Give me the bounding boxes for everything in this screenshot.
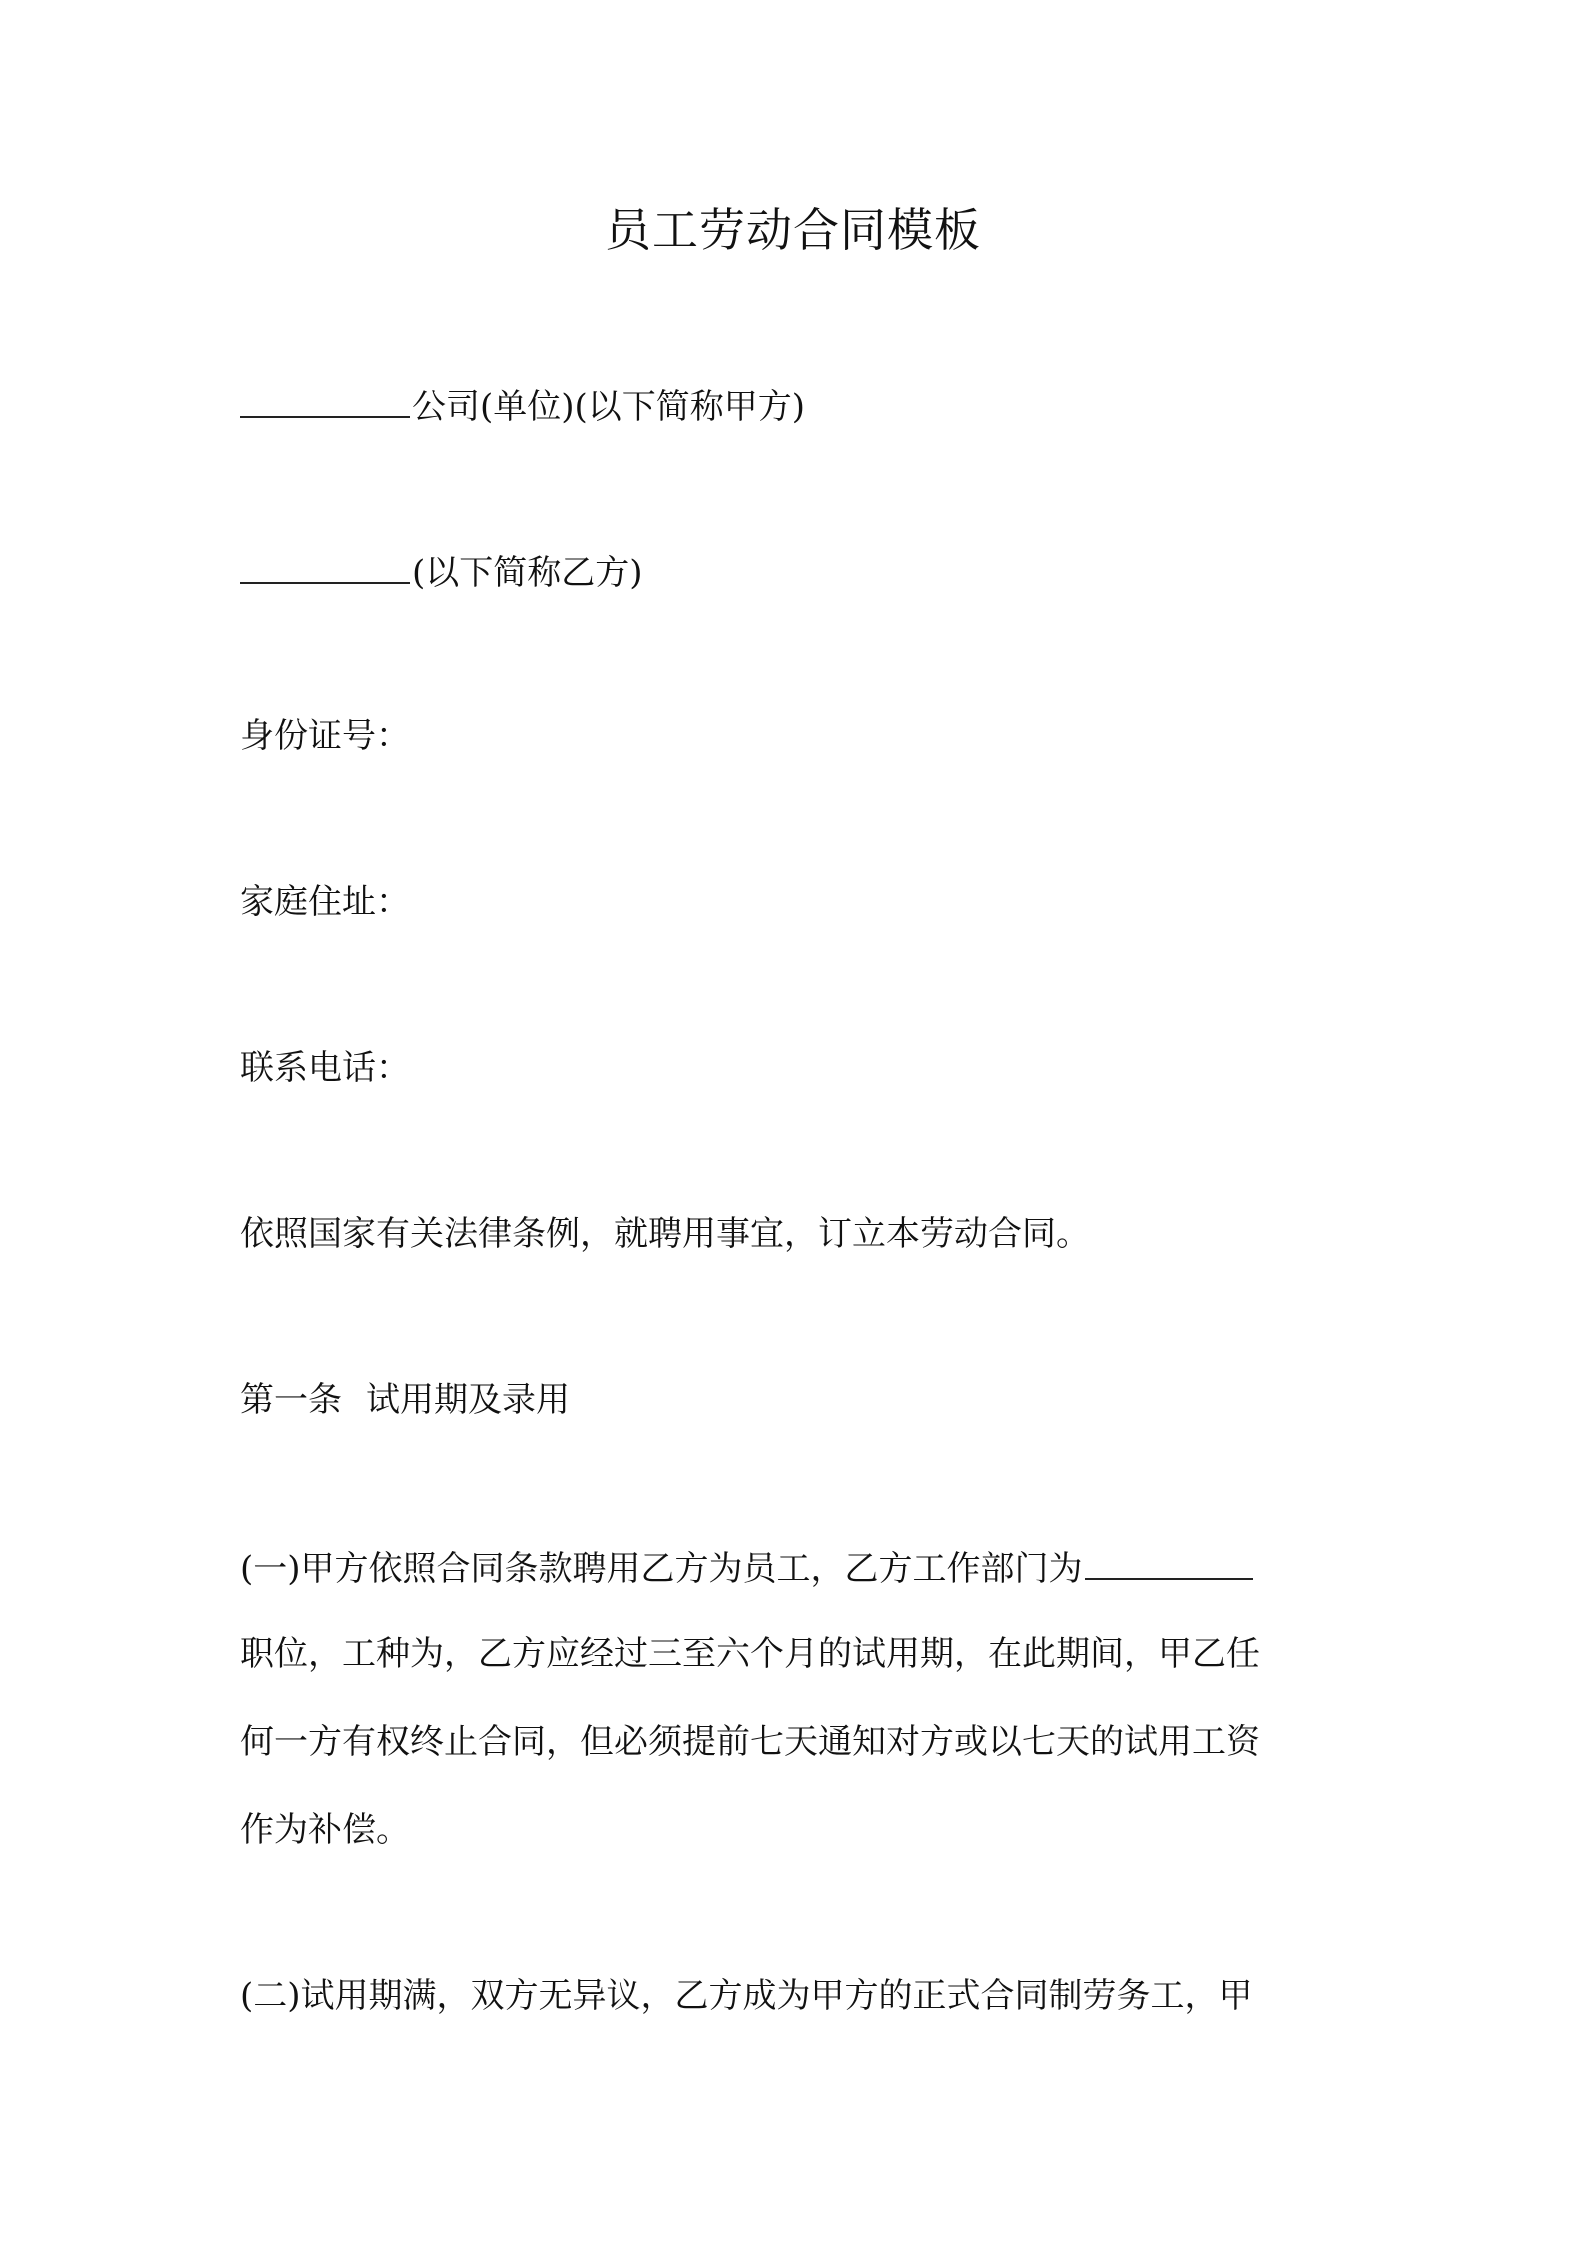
party-b-text: (以下简称乙方) <box>412 553 643 593</box>
clause-2-line-1: (二)试用期满，双方无异议，乙方成为甲方的正式合同制劳务工，甲 <box>240 1976 1253 2016</box>
article-1-title: 试用期及录用 <box>366 1380 570 1420</box>
clause-1-line-3: 何一方有权终止合同，但必须提前七天通知对方或以七天的试用工资 <box>240 1722 1260 1762</box>
department-blank[interactable] <box>1085 1542 1253 1580</box>
party-a-line <box>240 380 805 431</box>
party-a-blank[interactable] <box>240 380 410 418</box>
id-number-label: 身份证号： <box>240 716 410 756</box>
party-b-line <box>240 546 643 597</box>
clause-1-line-4: 作为补偿。 <box>240 1810 410 1850</box>
clause-1-line-2: 职位，工种为，乙方应经过三至六个月的试用期，在此期间，甲乙任 <box>240 1634 1260 1674</box>
address-label: 家庭住址： <box>240 882 410 922</box>
article-1-number: 第一条 <box>240 1380 342 1420</box>
document-title: 员工劳动合同模板 <box>605 203 981 257</box>
intro-paragraph: 依照国家有关法律条例，就聘用事宜，订立本劳动合同。 <box>240 1214 1090 1254</box>
party-a-text: 公司(单位)(以下简称甲方) <box>412 387 806 427</box>
article-1-heading <box>240 1376 570 1424</box>
clause-1-text-1: (一)甲方依照合同条款聘用乙方为员工，乙方工作部门为 <box>240 1549 1083 1589</box>
party-b-blank[interactable] <box>240 546 410 584</box>
clause-1-line-1 <box>240 1542 1253 1593</box>
phone-label: 联系电话： <box>240 1048 410 1088</box>
